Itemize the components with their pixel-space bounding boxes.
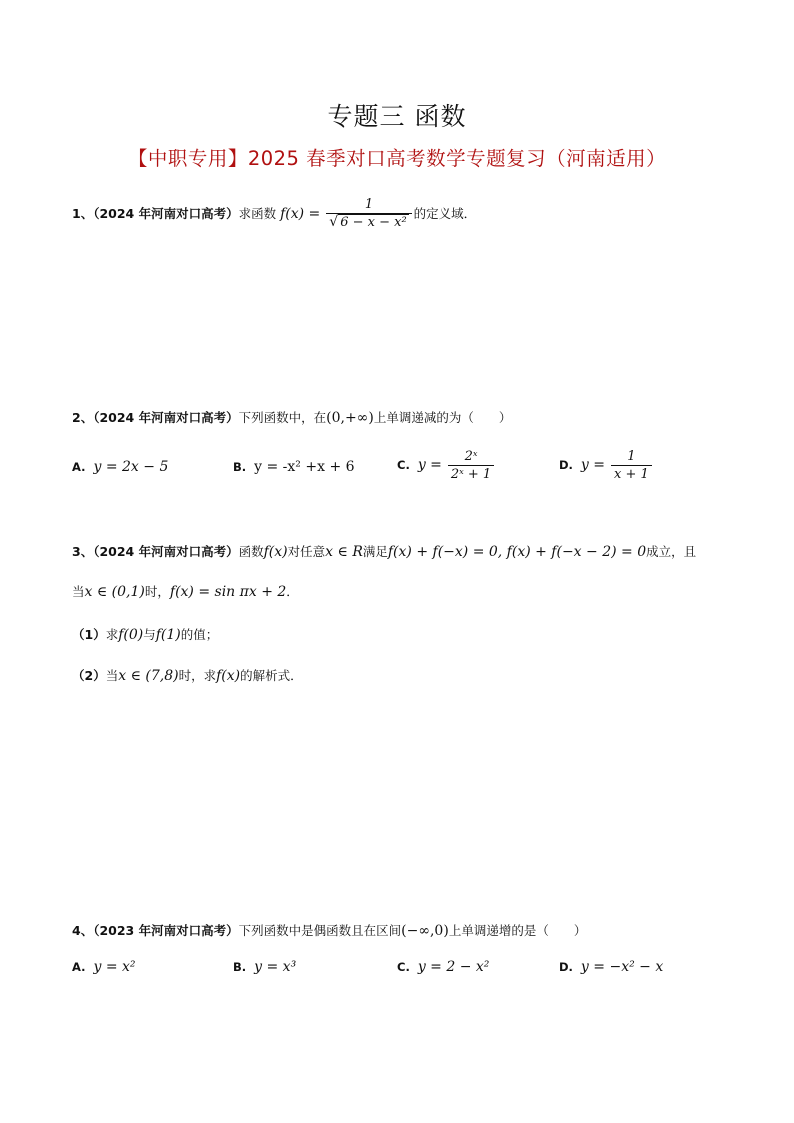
option-expression: y = x³ xyxy=(254,959,297,975)
option-label: A. xyxy=(72,960,86,974)
option-expression: y = 2 − x² xyxy=(417,959,490,975)
math-condition: x ∈ R xyxy=(325,544,363,560)
math-equation: f(x) = sin πx + 2 xyxy=(169,584,287,600)
question-source: （2024 年河南对口高考） xyxy=(93,206,239,221)
question-text-end: 的定义域． xyxy=(413,206,477,221)
option-expression: y = 2x − 5 xyxy=(93,459,169,475)
part-label: （2） xyxy=(72,668,106,683)
text: 当 xyxy=(105,668,119,683)
question-2 xyxy=(72,409,511,427)
option-label: C. xyxy=(397,458,410,472)
text: 的解析式． xyxy=(240,668,303,683)
option-label: C. xyxy=(397,960,410,974)
math-condition: x ∈ (0,1) xyxy=(84,584,145,600)
part-label: （1） xyxy=(72,627,106,642)
question-3-part-1 xyxy=(72,626,218,644)
option-expression: y = −x² − x xyxy=(580,959,664,975)
option-lhs: y = xyxy=(580,457,606,473)
option-c[interactable] xyxy=(397,449,496,482)
function-expression: f(x) = xyxy=(280,206,321,222)
fraction-denominator: x + 1 xyxy=(611,465,652,482)
math-f1: f(1) xyxy=(155,627,181,643)
question-source: （2024 年河南对口高考） xyxy=(93,544,239,559)
math-equation: f(x) + f(−x) = 0, f(x) + f(−x − 2) = 0 xyxy=(387,544,647,560)
question-number: 3、 xyxy=(72,544,94,559)
question-3-part-2 xyxy=(72,667,303,685)
interval: (0,+∞) xyxy=(326,410,374,426)
option-label: D. xyxy=(559,960,573,974)
text: 对任意 xyxy=(287,544,326,559)
question-3-line-2 xyxy=(72,583,299,601)
option-label: B. xyxy=(233,960,247,974)
option-label: D. xyxy=(559,458,573,472)
text: 时，求 xyxy=(178,668,217,683)
question-3-line-1 xyxy=(72,543,696,561)
question-text: 求函数 xyxy=(238,206,277,221)
fraction-numerator: 1 xyxy=(627,449,636,464)
question-text-end: 上单调递增的是（ ） xyxy=(448,923,587,938)
page-title: 专题三 函数 xyxy=(327,102,467,131)
question-text: 下列函数中是偶函数且在区间 xyxy=(238,923,402,938)
text: 成立，且 xyxy=(646,544,697,559)
fraction xyxy=(448,449,494,482)
option-label: B. xyxy=(233,460,247,474)
interval: (−∞,0) xyxy=(401,923,449,939)
text: 时， xyxy=(144,584,170,599)
text: 当 xyxy=(72,584,85,599)
math-fx: f(x) xyxy=(216,668,241,684)
question-source: （2023 年河南对口高考） xyxy=(93,923,239,938)
question-number: 1、 xyxy=(72,206,94,221)
math-fx: f(x) xyxy=(263,544,288,560)
option-d[interactable] xyxy=(559,449,654,482)
fraction xyxy=(326,197,411,230)
text: 的值； xyxy=(180,627,219,642)
fraction-denominator xyxy=(326,213,411,230)
option-c[interactable] xyxy=(397,959,489,975)
text: ． xyxy=(286,584,299,599)
question-4 xyxy=(72,922,586,940)
question-source: （2024 年河南对口高考） xyxy=(93,410,239,425)
fraction-denominator: 2ˣ + 1 xyxy=(448,465,494,482)
math-condition: x ∈ (7,8) xyxy=(118,668,179,684)
text: 满足 xyxy=(362,544,388,559)
text: 求 xyxy=(105,627,119,642)
option-b[interactable] xyxy=(233,459,355,475)
option-d[interactable] xyxy=(559,959,663,975)
option-expression: y = x² xyxy=(93,959,136,975)
option-label: A. xyxy=(72,460,86,474)
question-number: 4、 xyxy=(72,923,94,938)
option-a[interactable] xyxy=(72,959,136,975)
math-f0: f(0) xyxy=(118,627,144,643)
option-lhs: y = xyxy=(417,457,442,473)
question-text-end: 上单调递减的为（ ） xyxy=(373,410,512,425)
fraction-numerator: 2ˣ xyxy=(464,449,478,464)
option-expression: y = -x² +x + 6 xyxy=(254,459,355,475)
fraction xyxy=(611,449,652,482)
text: 函数 xyxy=(238,544,264,559)
text: 与 xyxy=(143,627,156,642)
question-text: 下列函数中，在 xyxy=(238,410,327,425)
fraction-numerator: 1 xyxy=(364,197,374,212)
radicand: 6 − x − x² xyxy=(340,215,407,230)
question-1 xyxy=(72,198,476,231)
option-a[interactable] xyxy=(72,459,168,475)
square-root: √ 6 − x − x² xyxy=(329,214,407,230)
question-number: 2、 xyxy=(72,410,94,425)
option-b[interactable] xyxy=(233,959,296,975)
page-subtitle: 【中职专用】2025 春季对口高考数学专题复习（河南适用） xyxy=(127,147,667,170)
